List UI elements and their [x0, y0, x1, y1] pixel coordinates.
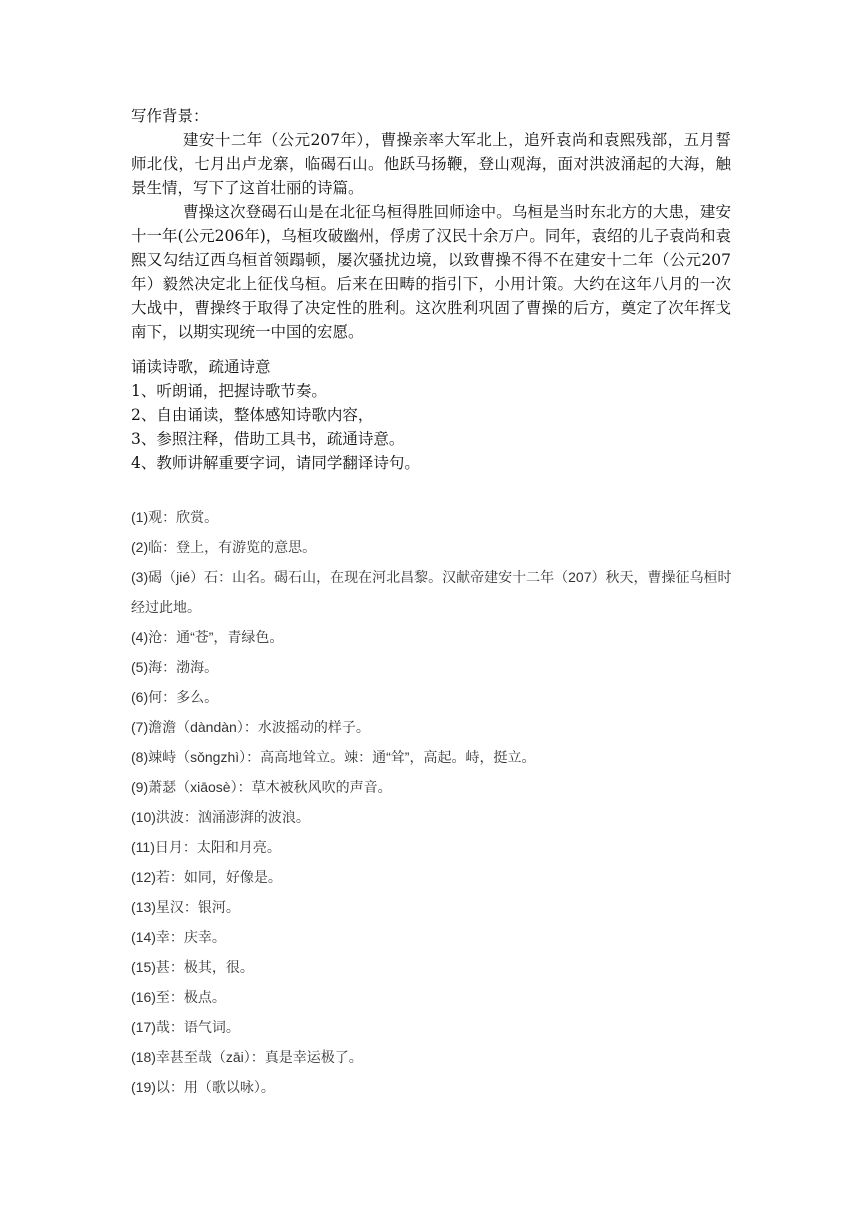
- reading-step: 1、听朗诵，把握诗歌节奏。: [131, 382, 327, 400]
- annotation-item: (7)澹澹（dàndàn）：水波摇动的样子。: [131, 719, 370, 735]
- annotation-item: (2)临：登上，有游览的意思。: [131, 539, 317, 555]
- annotation-item: (1)观：欣赏。: [131, 509, 219, 525]
- annotation-item: (15)甚：极其，很。: [131, 959, 254, 975]
- reading-step: 2、自由诵读，整体感知诗歌内容，: [131, 406, 374, 424]
- annotation-item: (19)以：用（歌以咏）。: [131, 1079, 275, 1095]
- reading-step: 4、教师讲解重要字词，请同学翻译诗句。: [131, 454, 420, 472]
- writing-background-section: [131, 104, 731, 344]
- annotation-item: (16)至：极点。: [131, 989, 226, 1005]
- background-paragraph: 曹操这次登碣石山是在北征乌桓得胜回师途中。乌桓是当时东北方的大患，建安十一年(公元206年)，乌桓攻破幽州，俘虏了汉民十余万户。同年，袁绍的儿子袁尚和袁熙又勾结辽西乌桓首领蹋顿，屡次骚扰边境，以致曹操不得不在建安十二年（公元207年）毅然决定北上征伐乌桓。后来在田畴的指引下，小用计策。大约在这年八月的一次大战中，曹操终于取得了决定性的胜利。这次胜利巩固了曹操的后方，奠定了次年挥戈南下，以期实现统一中国的宏愿。: [131, 203, 731, 341]
- annotation-item: (12)若：如同，好像是。: [131, 869, 282, 885]
- annotation-item: (18)幸甚至哉（zāi）：真是幸运极了。: [131, 1049, 363, 1065]
- annotation-item: (13)星汉：银河。: [131, 899, 240, 915]
- reading-section: [131, 355, 731, 475]
- annotation-item: (11)日月：太阳和月亮。: [131, 839, 281, 855]
- annotation-item: (5)海：渤海。: [131, 659, 219, 675]
- annotation-item: (3)碣（jié）石：山名。碣石山，在现在河北昌黎。汉献帝建安十二年（207）秋天，曹操征乌桓时经过此地。: [131, 569, 732, 615]
- annotation-item: (10)洪波：汹涌澎湃的波浪。: [131, 809, 310, 825]
- annotation-item: (17)哉：语气词。: [131, 1019, 240, 1035]
- section-heading: 诵读诗歌，疏通诗意: [131, 358, 271, 376]
- section-heading: 写作背景：: [131, 107, 209, 125]
- reading-step: 3、参照注释，借助工具书，疏通诗意。: [131, 430, 405, 448]
- annotation-item: (4)沧：通“苍”，青绿色。: [131, 629, 284, 645]
- annotation-item: (8)竦峙（sǒngzhì）：高高地耸立。竦：通“耸”，高起。峙，挺立。: [131, 749, 536, 765]
- annotation-item: (14)幸：庆幸。: [131, 929, 226, 945]
- background-paragraph: 建安十二年（公元207年），曹操亲率大军北上，追歼袁尚和袁熙残部，五月誓师北伐，七月出卢龙寨，临碣石山。他跃马扬鞭，登山观海，面对洪波涌起的大海，触景生情，写下了这首壮丽的诗篇。: [131, 131, 731, 197]
- annotation-list: [131, 502, 736, 1102]
- annotation-item: (6)何：多么。: [131, 689, 219, 705]
- annotation-item: (9)萧瑟（xiāosè）：草木被秋风吹的声音。: [131, 779, 392, 795]
